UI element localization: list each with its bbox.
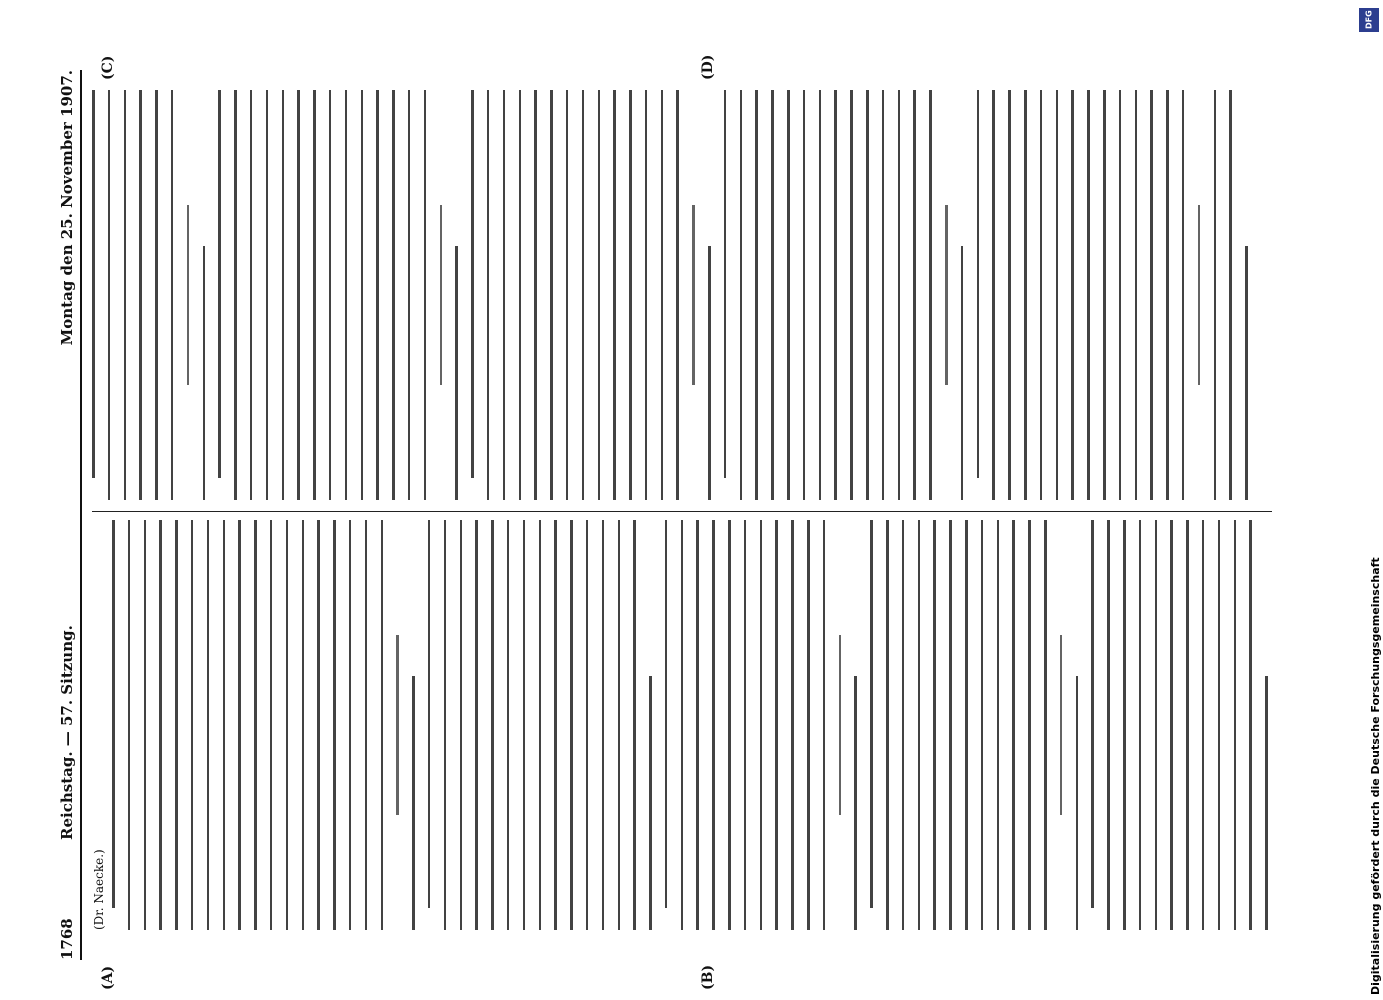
text-line <box>554 520 557 930</box>
text-line <box>760 520 763 930</box>
text-line <box>1229 90 1232 500</box>
text-line <box>823 520 826 930</box>
page-number: 1768 <box>58 918 76 960</box>
text-line <box>618 520 621 930</box>
text-line <box>408 90 411 500</box>
text-line <box>712 520 715 930</box>
text-line <box>1103 90 1106 500</box>
text-line <box>598 90 601 500</box>
text-line <box>649 676 652 930</box>
text-line <box>977 90 980 478</box>
text-line <box>539 520 542 930</box>
text-line <box>740 90 743 500</box>
text-line <box>365 520 368 930</box>
text-line <box>297 90 300 500</box>
text-line <box>692 205 695 385</box>
text-line <box>270 520 273 930</box>
text-line <box>665 520 668 908</box>
text-line <box>1119 90 1122 500</box>
text-line <box>771 90 774 500</box>
text-line <box>755 90 758 500</box>
text-line <box>1008 90 1011 500</box>
text-line <box>1198 205 1201 385</box>
text-line <box>586 520 589 930</box>
text-line <box>1076 676 1079 930</box>
text-line <box>128 520 131 930</box>
text-line <box>203 246 206 500</box>
text-line <box>839 635 842 815</box>
text-line <box>234 90 237 500</box>
text-line <box>381 520 384 930</box>
text-line <box>1214 90 1217 500</box>
text-line <box>428 520 431 908</box>
text-line <box>1182 90 1185 500</box>
text-line <box>965 520 968 930</box>
text-line <box>775 520 778 930</box>
text-line <box>218 90 221 478</box>
text-line <box>1166 90 1169 500</box>
text-line <box>313 90 316 500</box>
text-line <box>1249 520 1252 930</box>
text-line <box>171 90 174 500</box>
text-line <box>1028 520 1031 930</box>
text-line <box>112 520 115 908</box>
text-line <box>329 90 332 500</box>
text-line <box>728 520 731 930</box>
text-line <box>1186 520 1189 930</box>
margin-label-b: (B) <box>700 964 716 990</box>
text-line <box>898 90 901 500</box>
text-line <box>455 246 458 500</box>
text-line <box>1060 635 1063 815</box>
text-line <box>1091 520 1094 908</box>
text-line <box>1135 90 1138 500</box>
text-line <box>961 246 964 500</box>
text-line <box>108 90 111 500</box>
text-line <box>349 520 352 930</box>
text-line <box>1087 90 1090 500</box>
text-line <box>613 90 616 500</box>
text-line <box>424 90 427 500</box>
text-line <box>918 520 921 930</box>
text-line <box>724 90 727 478</box>
text-line <box>1056 90 1059 500</box>
text-line <box>144 520 147 930</box>
text-line <box>1044 520 1047 930</box>
text-line <box>1265 676 1268 930</box>
text-line <box>519 90 522 500</box>
text-line <box>1218 520 1221 930</box>
text-line <box>254 520 257 930</box>
text-line <box>139 90 142 500</box>
text-column-left <box>92 520 1292 930</box>
text-line <box>661 90 664 500</box>
text-line <box>376 90 379 500</box>
text-line <box>534 90 537 500</box>
text-line <box>803 90 806 500</box>
digitization-strip <box>1353 0 1383 1000</box>
text-line <box>412 676 415 930</box>
text-line <box>333 520 336 930</box>
column-rule <box>92 511 1272 512</box>
text-line <box>1234 520 1237 930</box>
text-line <box>396 635 399 815</box>
text-line <box>929 90 932 500</box>
text-line <box>491 520 494 930</box>
text-line <box>570 520 573 930</box>
margin-label-a: (A) <box>100 965 116 990</box>
text-line <box>902 520 905 930</box>
text-line <box>1024 90 1027 500</box>
text-line <box>834 90 837 500</box>
text-line <box>507 520 510 930</box>
text-line <box>1012 520 1015 930</box>
text-line <box>676 90 679 500</box>
text-line <box>1139 520 1142 930</box>
text-line <box>633 520 636 930</box>
text-line <box>1202 520 1205 930</box>
text-line <box>1170 520 1173 930</box>
text-line <box>471 90 474 478</box>
text-line <box>345 90 348 500</box>
text-line <box>791 520 794 930</box>
running-header <box>58 70 82 960</box>
text-line <box>266 90 269 500</box>
text-line <box>744 520 747 930</box>
text-line <box>1155 520 1158 930</box>
text-line <box>602 520 605 930</box>
text-line <box>566 90 569 500</box>
text-line <box>850 90 853 500</box>
text-line <box>124 90 127 500</box>
text-line <box>503 90 506 500</box>
text-line <box>250 90 253 500</box>
text-line <box>819 90 822 500</box>
text-line <box>708 246 711 500</box>
text-line <box>870 520 873 908</box>
text-line <box>1107 520 1110 930</box>
text-line <box>913 90 916 500</box>
header-right: Montag den 25. November 1907. <box>58 70 76 346</box>
text-line <box>997 520 1000 930</box>
text-line <box>696 520 699 930</box>
text-line <box>933 520 936 930</box>
text-column-right <box>92 90 1292 500</box>
text-line <box>440 205 443 385</box>
text-line <box>223 520 226 930</box>
text-line <box>361 90 364 500</box>
text-line <box>981 520 984 930</box>
text-line <box>550 90 553 500</box>
margin-label-d: (D) <box>700 54 716 80</box>
text-line <box>159 520 162 930</box>
text-line <box>787 90 790 500</box>
digitization-notice: Digitalisierung gefördert durch die Deutsche Forschungsgemeinschaft <box>1369 557 1382 995</box>
text-line <box>645 90 648 500</box>
text-line <box>460 520 463 930</box>
text-line <box>207 520 210 930</box>
text-line <box>949 520 952 930</box>
text-line <box>854 676 857 930</box>
text-line <box>1040 90 1043 500</box>
speaker-name: (Dr. Naecke.) <box>92 849 106 930</box>
dfg-logo: DFG <box>1359 8 1379 32</box>
text-line <box>807 520 810 930</box>
header-left: Reichstag. — 57. Sitzung. <box>58 625 76 840</box>
text-line <box>191 520 194 930</box>
text-line <box>444 520 447 930</box>
text-line <box>1071 90 1074 500</box>
text-line <box>1245 246 1248 500</box>
text-line <box>886 520 889 930</box>
text-line <box>866 90 869 500</box>
text-line <box>487 90 490 500</box>
text-line <box>286 520 289 930</box>
text-line <box>523 520 526 930</box>
text-line <box>681 520 684 930</box>
text-line <box>92 90 95 478</box>
text-line <box>392 90 395 500</box>
text-line <box>882 90 885 500</box>
text-line <box>582 90 585 500</box>
margin-label-c: (C) <box>100 55 116 80</box>
text-line <box>302 520 305 930</box>
text-line <box>175 520 178 930</box>
text-line <box>475 520 478 930</box>
text-line <box>992 90 995 500</box>
text-line <box>945 205 948 385</box>
text-line <box>1123 520 1126 930</box>
text-line <box>155 90 158 500</box>
text-line <box>317 520 320 930</box>
text-line <box>282 90 285 500</box>
text-line <box>1150 90 1153 500</box>
text-line <box>629 90 632 500</box>
text-line <box>187 205 190 385</box>
text-line <box>238 520 241 930</box>
